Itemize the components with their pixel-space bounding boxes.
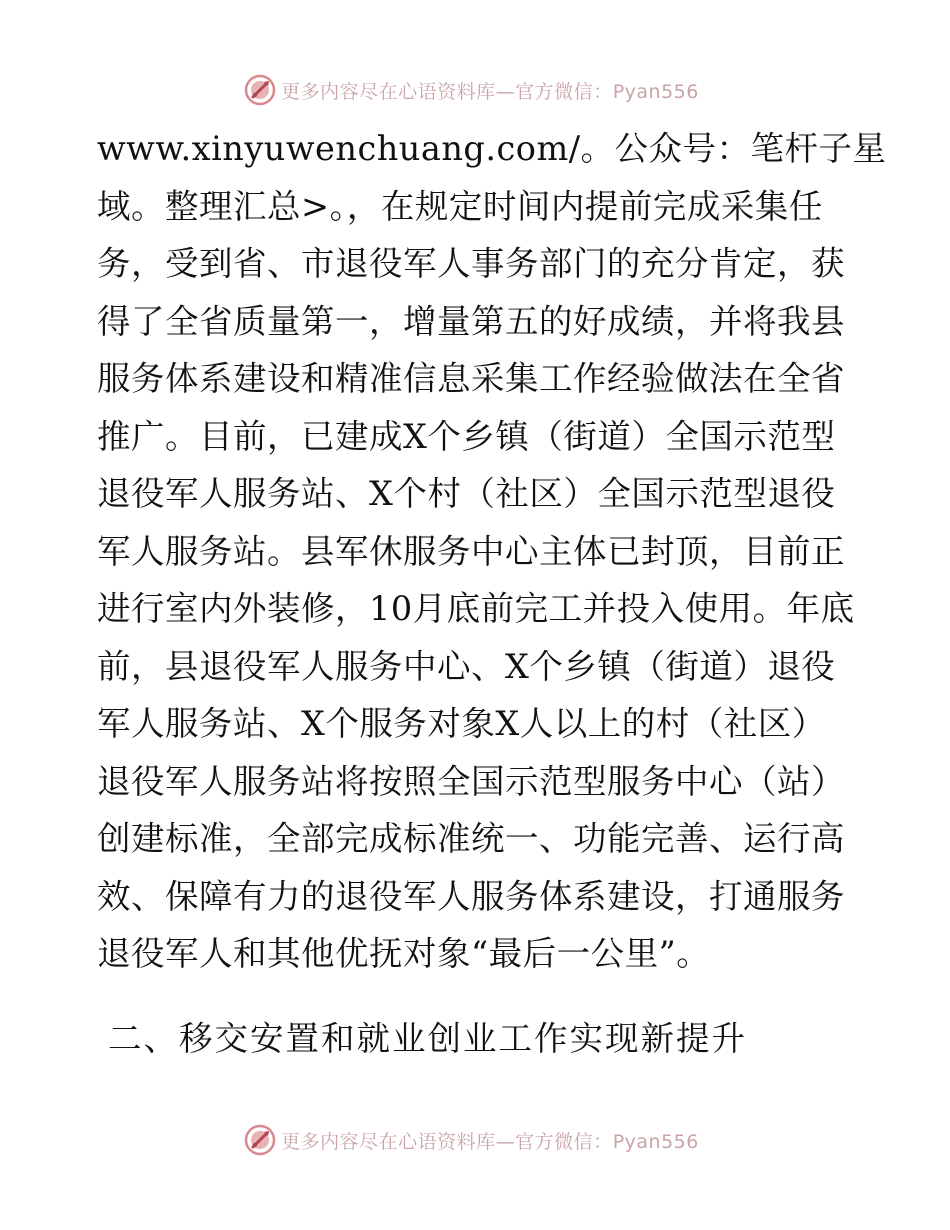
- header-watermark-group: [243, 73, 699, 107]
- watermark-site-text: 更多内容尽在心语资料库: [281, 1130, 496, 1153]
- watermark-wechat-id: Pyan556: [612, 1130, 699, 1153]
- watermark-dash: —: [495, 80, 516, 103]
- footer-watermark: [0, 1120, 950, 1160]
- body-line: 域。整理汇总>。，在规定时间内提前完成采集任: [97, 186, 823, 226]
- header-watermark-text: [281, 77, 699, 104]
- red-seal-logo-icon: [243, 73, 277, 107]
- footer-watermark-group: [243, 1123, 699, 1157]
- red-seal-logo-icon: [243, 1123, 277, 1157]
- body-line: 服务体系建设和精准信息采集工作经验做法在全省: [97, 359, 845, 398]
- body-line: 进行室内外装修，10月底前完工并投入使用。年底: [97, 589, 855, 628]
- section-heading: 二、移交安置和就业创业工作实现新提升: [108, 1019, 747, 1058]
- body-line: 前，县退役军人服务中心、X个乡镇（街道）退役: [97, 646, 836, 686]
- header-watermark: [0, 70, 950, 110]
- body-line: 退役军人和其他优抚对象“最后一公里”。: [97, 934, 711, 973]
- watermark-wechat-label: 官方微信：: [515, 1130, 613, 1153]
- footer-watermark-text: [281, 1127, 699, 1154]
- body-line: 创建标准，全部完成标准统一、功能完善、运行高: [97, 819, 845, 858]
- body-line: 务，受到省、市退役军人事务部门的充分肯定，获: [97, 244, 845, 283]
- watermark-wechat-id: Pyan556: [612, 80, 699, 103]
- body-line: 退役军人服务站、X个村（社区）全国示范型退役: [97, 474, 836, 513]
- watermark-site-text: 更多内容尽在心语资料库: [281, 80, 496, 103]
- watermark-dash: —: [495, 1130, 516, 1153]
- body-line: 退役军人服务站将按照全国示范型服务中心（站）: [97, 761, 845, 801]
- body-line: 推广。目前，已建成X个乡镇（街道）全国示范型: [97, 416, 836, 456]
- body-line: 得了全省质量第一，增量第五的好成绩，并将我县: [97, 301, 845, 341]
- body-line: 军人服务站。县军休服务中心主体已封顶，目前正: [97, 531, 845, 571]
- body-line: 效、保障有力的退役军人服务体系建设，打通服务: [97, 876, 845, 916]
- document-body: [97, 120, 887, 983]
- body-line: 军人服务站、X个服务对象X人以上的村（社区）: [97, 704, 826, 743]
- watermark-wechat-label: 官方微信：: [515, 80, 613, 103]
- body-line: www.xinyuwenchuang.com/。公众号：笔杆子星: [97, 129, 887, 168]
